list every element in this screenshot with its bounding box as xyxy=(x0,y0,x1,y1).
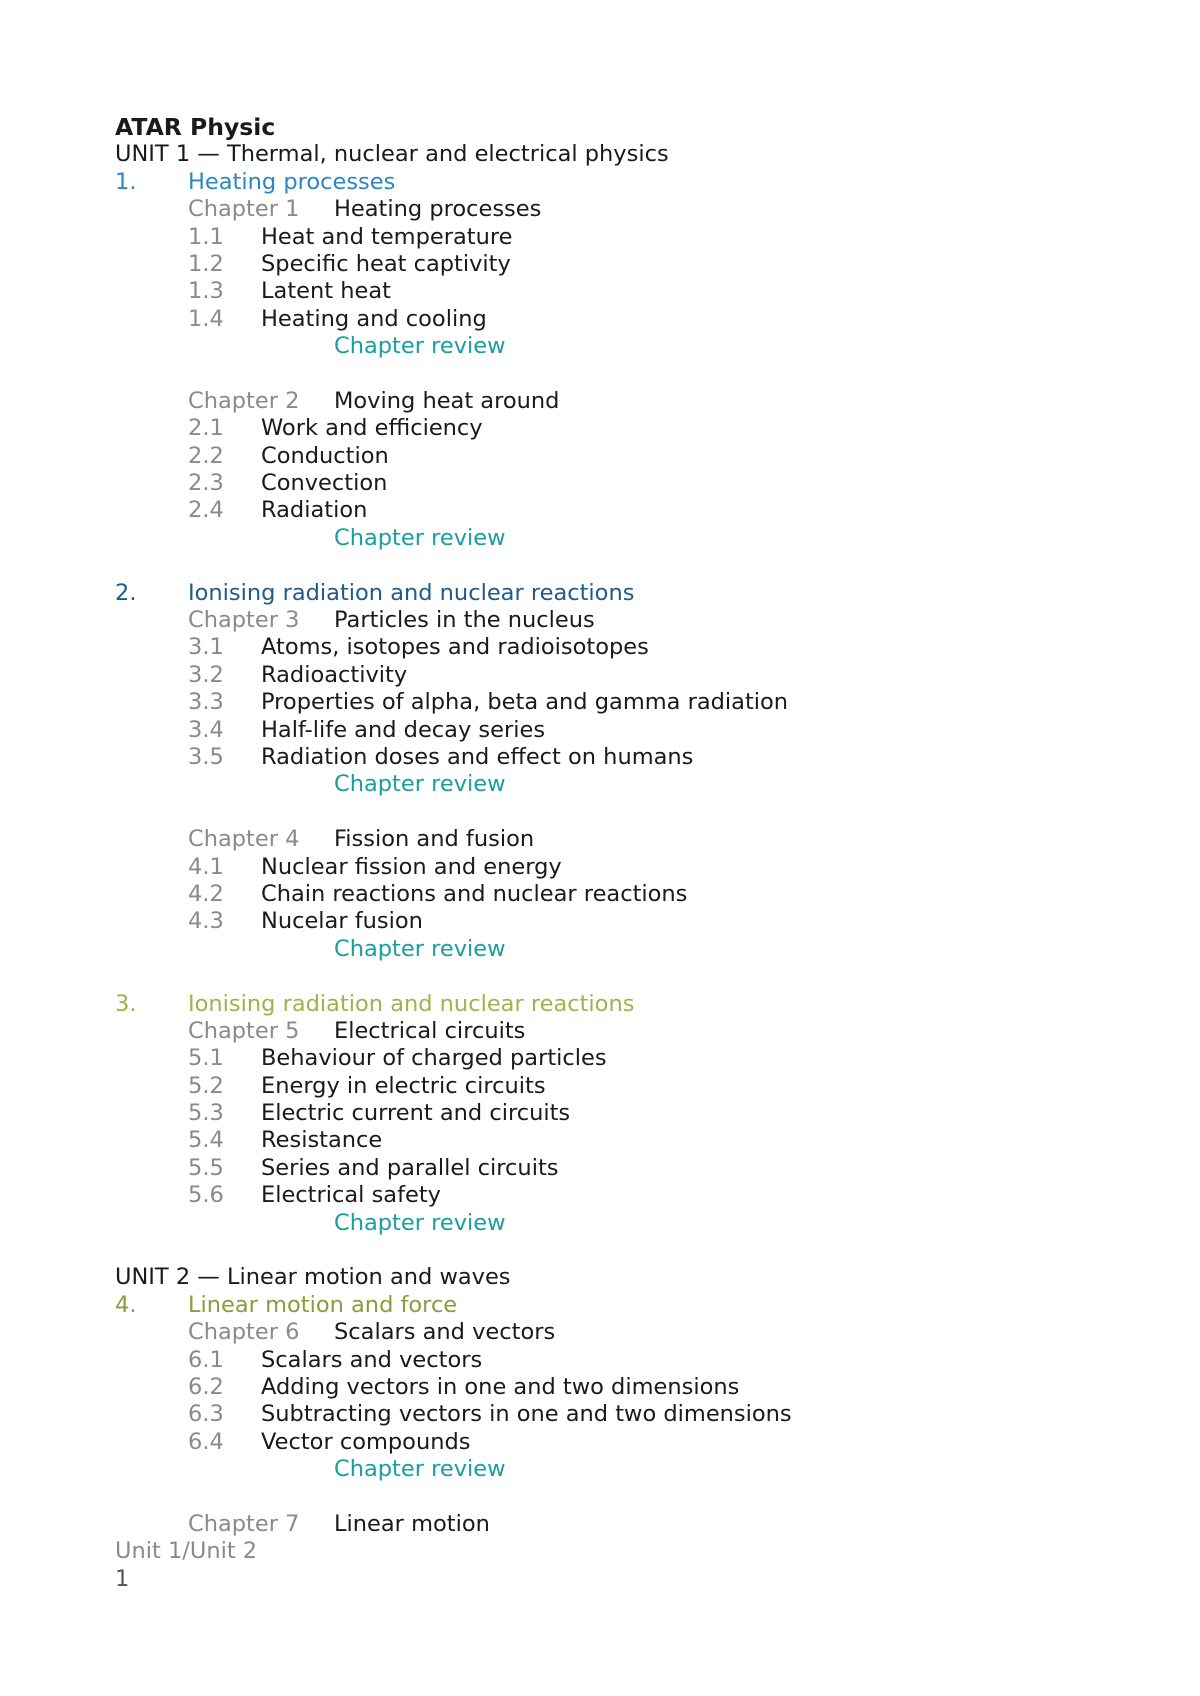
item-number: 5.4 xyxy=(188,1127,224,1154)
spacer xyxy=(115,963,1115,990)
toc-item xyxy=(115,278,1115,305)
section-title: Ionising radiation and nuclear reactions xyxy=(188,579,635,606)
item-number: 1.1 xyxy=(188,223,224,250)
toc-item xyxy=(115,1182,1115,1209)
item-text: Electric current and circuits xyxy=(261,1100,571,1127)
item-number: 3.5 xyxy=(188,743,224,770)
toc-item xyxy=(115,415,1115,442)
chapter-title: Moving heat around xyxy=(334,387,560,414)
item-text: Nuclear fission and energy xyxy=(261,853,562,880)
chapter-label: Chapter 6 xyxy=(188,1319,300,1346)
unit-heading: UNIT 2 — Linear motion and waves xyxy=(115,1264,511,1291)
item-number: 2.2 xyxy=(188,442,224,469)
item-number: 4.3 xyxy=(188,908,224,935)
section-number: 1. xyxy=(115,168,137,195)
section-title: Heating processes xyxy=(188,168,396,195)
toc-item xyxy=(115,1045,1115,1072)
item-text: Nucelar fusion xyxy=(261,908,423,935)
chapter-review-link: Chapter review xyxy=(334,333,506,360)
page-number: 1 xyxy=(115,1565,130,1592)
item-text: Vector compounds xyxy=(261,1428,471,1455)
chapter-title: Heating processes xyxy=(334,196,542,223)
chapter-title: Particles in the nucleus xyxy=(334,607,595,634)
spacer xyxy=(115,1237,1115,1264)
chapter-label: Chapter 2 xyxy=(188,387,300,414)
chapter-title: Scalars and vectors xyxy=(334,1319,556,1346)
toc-item xyxy=(115,1374,1115,1401)
item-text: Behaviour of charged particles xyxy=(261,1045,607,1072)
section-number: 2. xyxy=(115,579,137,606)
item-text: Radiation xyxy=(261,497,368,524)
item-text: Specific heat captivity xyxy=(261,250,511,277)
item-text: Heating and cooling xyxy=(261,305,487,332)
spacer xyxy=(115,1484,1115,1511)
chapter-heading xyxy=(115,826,1115,853)
section-heading xyxy=(115,1292,1115,1319)
toc-item xyxy=(115,854,1115,881)
document-title: ATAR Physic xyxy=(115,113,276,141)
item-number: 6.1 xyxy=(188,1346,224,1373)
chapter-heading xyxy=(115,1319,1115,1346)
section-number: 4. xyxy=(115,1291,137,1318)
item-text: Heat and temperature xyxy=(261,223,513,250)
chapter-heading xyxy=(115,388,1115,415)
item-number: 6.4 xyxy=(188,1428,224,1455)
toc-item xyxy=(115,470,1115,497)
section-number: 3. xyxy=(115,990,137,1017)
item-number: 6.2 xyxy=(188,1373,224,1400)
toc-item xyxy=(115,717,1115,744)
item-text: Atoms, isotopes and radioisotopes xyxy=(261,634,649,661)
toc-item xyxy=(115,662,1115,689)
spacer xyxy=(115,799,1115,826)
section-heading xyxy=(115,580,1115,607)
toc-item xyxy=(115,1429,1115,1456)
chapter-label: Chapter 7 xyxy=(188,1510,300,1537)
toc-item xyxy=(115,251,1115,278)
item-text: Convection xyxy=(261,470,388,497)
toc-item xyxy=(115,443,1115,470)
item-number: 4.1 xyxy=(188,853,224,880)
chapter-label: Chapter 1 xyxy=(188,196,300,223)
item-number: 1.2 xyxy=(188,250,224,277)
item-number: 2.3 xyxy=(188,470,224,497)
item-text: Properties of alpha, beta and gamma radiation xyxy=(261,689,789,716)
chapter-review-link: Chapter review xyxy=(334,1456,506,1483)
item-text: Electrical safety xyxy=(261,1182,441,1209)
toc-item xyxy=(115,1127,1115,1154)
chapter-title: Electrical circuits xyxy=(334,1017,526,1044)
item-number: 3.4 xyxy=(188,716,224,743)
section-title: Ionising radiation and nuclear reactions xyxy=(188,990,635,1017)
toc-item xyxy=(115,881,1115,908)
item-number: 3.2 xyxy=(188,661,224,688)
item-number: 3.3 xyxy=(188,689,224,716)
toc-item xyxy=(115,689,1115,716)
item-number: 5.6 xyxy=(188,1182,224,1209)
chapter-heading xyxy=(115,1511,1115,1538)
item-text: Subtracting vectors in one and two dimensions xyxy=(261,1401,792,1428)
chapter-review-link: Chapter review xyxy=(334,935,506,962)
document-body xyxy=(115,114,1115,1593)
chapter-heading xyxy=(115,1018,1115,1045)
section-heading xyxy=(115,991,1115,1018)
item-number: 5.1 xyxy=(188,1045,224,1072)
spacer xyxy=(115,552,1115,579)
item-number: 1.4 xyxy=(188,305,224,332)
item-text: Resistance xyxy=(261,1127,383,1154)
chapter-review-link: Chapter review xyxy=(334,771,506,798)
item-number: 1.3 xyxy=(188,278,224,305)
chapter-review-link: Chapter review xyxy=(334,1209,506,1236)
chapter-label: Chapter 5 xyxy=(188,1017,300,1044)
item-text: Scalars and vectors xyxy=(261,1346,483,1373)
chapter-title: Fission and fusion xyxy=(334,826,535,853)
item-number: 3.1 xyxy=(188,634,224,661)
unit-heading: UNIT 1 — Thermal, nuclear and electrical physics xyxy=(115,141,669,168)
section-title: Linear motion and force xyxy=(188,1291,458,1318)
chapter-heading xyxy=(115,196,1115,223)
toc-item xyxy=(115,1073,1115,1100)
toc-item xyxy=(115,306,1115,333)
item-number: 2.1 xyxy=(188,415,224,442)
chapter-label: Chapter 4 xyxy=(188,826,300,853)
item-text: Half-life and decay series xyxy=(261,716,546,743)
item-text: Adding vectors in one and two dimensions xyxy=(261,1373,740,1400)
item-number: 5.5 xyxy=(188,1154,224,1181)
item-text: Conduction xyxy=(261,442,389,469)
chapter-title: Linear motion xyxy=(334,1510,490,1537)
chapter-label: Chapter 3 xyxy=(188,607,300,634)
item-number: 5.3 xyxy=(188,1100,224,1127)
toc-item xyxy=(115,497,1115,524)
toc-item xyxy=(115,224,1115,251)
toc-item xyxy=(115,1401,1115,1428)
item-text: Radioactivity xyxy=(261,661,408,688)
item-text: Series and parallel circuits xyxy=(261,1154,559,1181)
toc-item xyxy=(115,634,1115,661)
chapter-review-link: Chapter review xyxy=(334,524,506,551)
item-number: 5.2 xyxy=(188,1072,224,1099)
item-text: Radiation doses and effect on humans xyxy=(261,743,694,770)
item-number: 2.4 xyxy=(188,497,224,524)
footer-text: Unit 1/Unit 2 xyxy=(115,1538,258,1565)
item-text: Chain reactions and nuclear reactions xyxy=(261,880,688,907)
chapter-heading xyxy=(115,607,1115,634)
table-of-contents xyxy=(115,141,1115,1538)
section-heading xyxy=(115,169,1115,196)
toc-item xyxy=(115,1155,1115,1182)
spacer xyxy=(115,361,1115,388)
toc-item xyxy=(115,744,1115,771)
toc-item xyxy=(115,1100,1115,1127)
item-text: Latent heat xyxy=(261,278,391,305)
toc-item xyxy=(115,1347,1115,1374)
item-number: 4.2 xyxy=(188,880,224,907)
toc-item xyxy=(115,908,1115,935)
item-text: Energy in electric circuits xyxy=(261,1072,546,1099)
item-number: 6.3 xyxy=(188,1401,224,1428)
item-text: Work and efficiency xyxy=(261,415,483,442)
